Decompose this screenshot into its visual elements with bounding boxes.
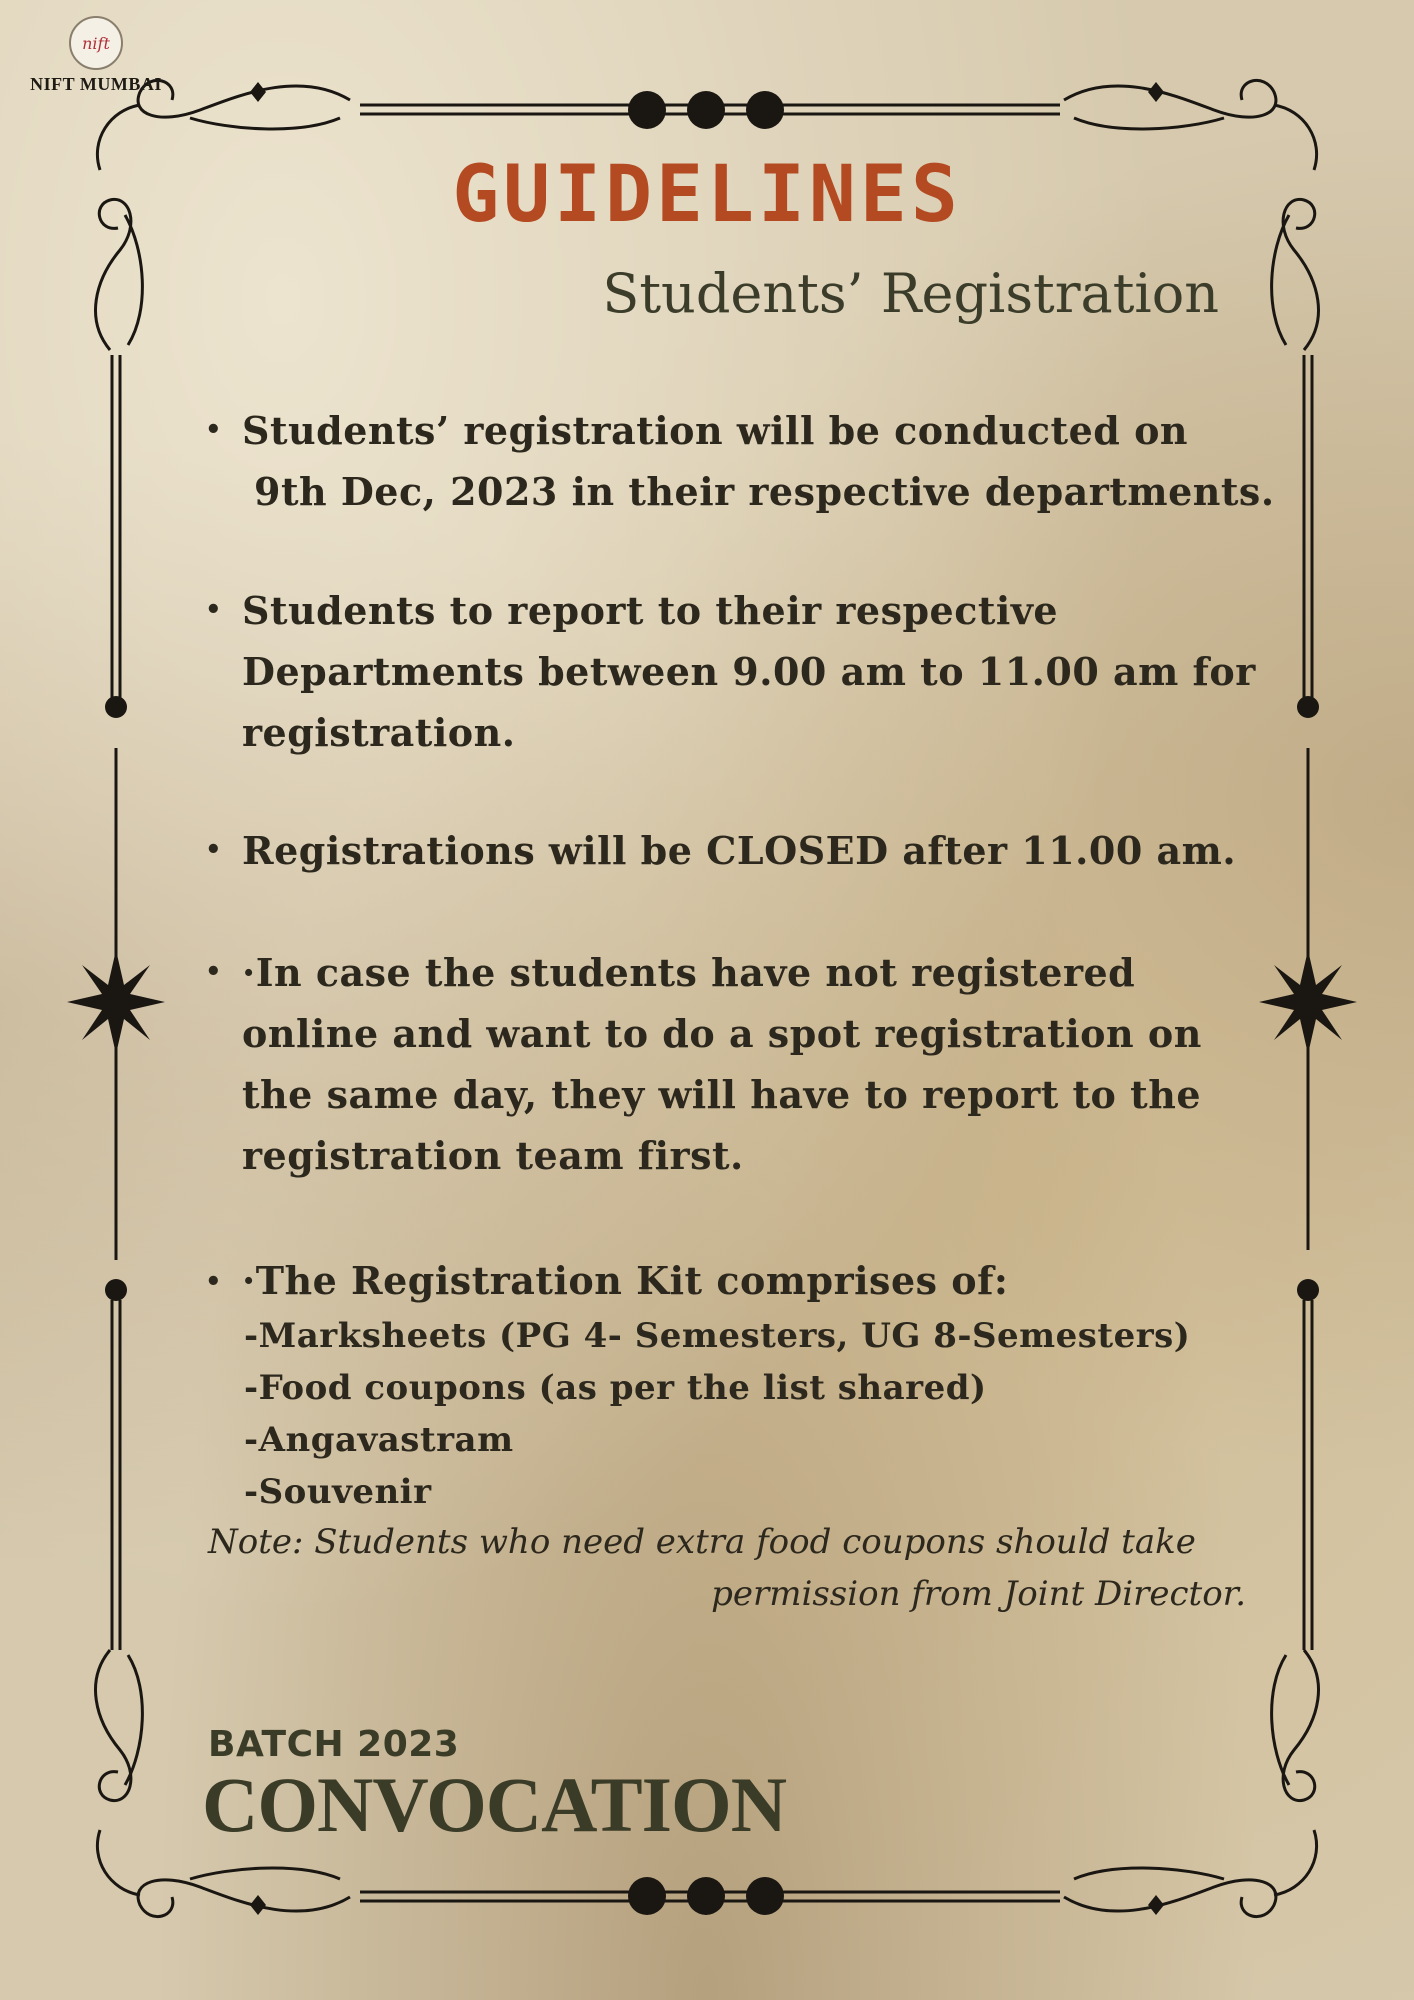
guideline-item-registration-kit	[205, 1252, 1190, 1518]
guideline-line: • Registrations will be CLOSED after 11.00 am.	[242, 828, 1237, 873]
kit-item-angavastram: -Angavastram	[244, 1420, 514, 1460]
guideline-line: the same day, they will have to report to the	[242, 1072, 1201, 1117]
guideline-line: • Students to report to their respective	[242, 588, 1059, 633]
guideline-line: 9th Dec, 2023 in their respective departments.	[254, 469, 1275, 514]
guideline-line: • ·In case the students have not registered	[242, 950, 1136, 995]
guideline-line: online and want to do a spot registration on	[242, 1011, 1202, 1056]
nift-emblem	[69, 16, 123, 70]
food-coupon-note	[208, 1516, 1246, 1620]
kit-item-souvenir: -Souvenir	[244, 1472, 432, 1512]
guideline-item-spot-registration	[205, 942, 1202, 1186]
page-subtitle: Students’ Registration	[602, 262, 1219, 325]
kit-item-marksheets: -Marksheets (PG 4- Semesters, UG 8-Semesters)	[244, 1316, 1191, 1356]
guideline-line: registration team first.	[242, 1133, 744, 1178]
nift-emblem-mark: nift	[82, 33, 110, 53]
batch-label: BATCH 2023	[208, 1724, 460, 1765]
note-line-1: Note: Students who need extra food coupons should take	[208, 1522, 1196, 1562]
guideline-item-closing	[205, 820, 1236, 881]
guideline-item-registration-date	[205, 400, 1275, 522]
guideline-line: registration.	[242, 710, 516, 755]
kit-heading: • ·The Registration Kit comprises of:	[242, 1258, 1009, 1303]
kit-item-food-coupons: -Food coupons (as per the list shared)	[244, 1368, 987, 1408]
convocation-title: CONVOCATION	[202, 1761, 787, 1848]
guideline-item-report-time	[205, 580, 1256, 763]
note-line-2: permission from Joint Director.	[711, 1574, 1246, 1614]
nift-logo	[16, 16, 176, 95]
page-title: GUIDELINES	[452, 150, 962, 240]
logo-label: NIFT MUMBAI	[30, 74, 162, 94]
guideline-line: Departments between 9.00 am to 11.00 am for	[242, 649, 1256, 694]
guideline-line: • Students’ registration will be conducted on	[242, 408, 1189, 453]
